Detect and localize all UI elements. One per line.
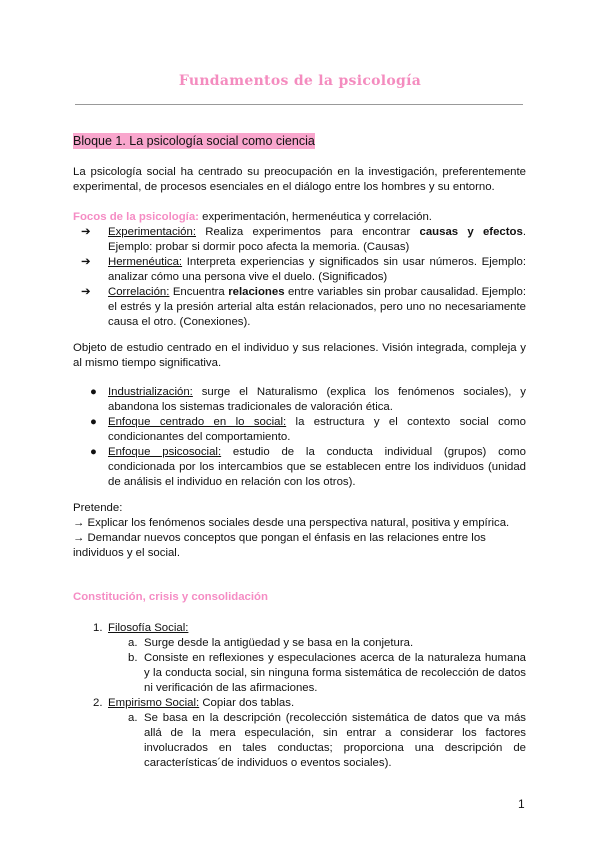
term: Enfoque psicosocial:	[108, 446, 222, 458]
list-item	[73, 285, 526, 330]
bullet-icon: ●	[90, 446, 97, 458]
arrow-icon: ➔	[81, 286, 91, 298]
document-title: Fundamentos de la psicología	[178, 73, 422, 89]
term: Hermenéutica:	[108, 256, 183, 268]
focos-block	[73, 210, 526, 330]
intro-paragraph: La psicología social ha centrado su preocupación en la investigación, preferentemente experimental, de procesos esenciales en el diálogo entre los hombres y su entorno.	[73, 166, 526, 193]
bullet-list	[73, 385, 526, 490]
text: Interpreta experiencias y significados sin usar números. Ejemplo: analizar cómo una persona vive el duelo. (Significados)	[108, 256, 526, 283]
term: Empirismo Social:	[108, 697, 200, 709]
number: 2.	[93, 697, 103, 709]
list-item	[73, 445, 526, 490]
sub-item	[73, 711, 526, 771]
letter: a.	[128, 637, 138, 649]
pretende-label: Pretende:	[73, 502, 123, 514]
pretende-line: → Demandar nuevos conceptos que pongan el énfasis en las relaciones entre los individuos y el social.	[73, 532, 486, 559]
list-item	[73, 255, 526, 285]
focos-label: Focos de la psicología:	[73, 211, 199, 223]
list-item	[73, 415, 526, 445]
text: estudio de la conducta individual (grupos) como condicionada por los intercambios que se establecen entre los individuos (unidad de análisis el individuo en relación con los otros).	[108, 446, 526, 488]
list-item	[73, 225, 526, 255]
letter: b.	[128, 652, 138, 664]
objeto-paragraph: Objeto de estudio centrado en el individuo y sus relaciones. Visión integrada, compleja y al mismo tiempo significativa.	[73, 342, 526, 369]
text: entre variables sin probar causalidad. Ejemplo: el estrés y la presión arterial alta están relacionados, pero uno no necesariamente causa el otro. (Conexiones).	[108, 286, 527, 328]
text: Encuentra	[169, 286, 229, 298]
pretende-line: → Explicar los fenómenos sociales desde una perspectiva natural, positiva y empírica.	[73, 517, 510, 529]
text: Surge desde la antigüedad y se basa en la conjetura.	[144, 637, 414, 649]
bold-text: relaciones	[228, 286, 285, 298]
number: 1.	[93, 622, 103, 634]
list-item	[73, 621, 526, 636]
text: surge el Naturalismo (explica los fenómenos sociales), y abandona los sistemas tradicionales de valoración ética.	[108, 386, 526, 413]
section-heading	[73, 134, 526, 150]
focos-text: experimentación, hermenéutica y correlación.	[198, 211, 432, 223]
list-item	[73, 696, 526, 711]
term: Industrialización:	[108, 386, 193, 398]
bullet-icon: ●	[90, 416, 97, 428]
term: Experimentación:	[108, 226, 197, 238]
term: Enfoque centrado en lo social:	[108, 416, 287, 428]
text: Realiza experimentos para encontrar	[196, 226, 420, 238]
divider	[75, 104, 523, 105]
text: Copiar dos tablas.	[199, 697, 295, 709]
term: Correlación:	[108, 286, 170, 298]
list-item	[73, 385, 526, 415]
arrow-icon: ➔	[81, 256, 91, 268]
arrow-icon: ➔	[81, 226, 91, 238]
numbered-list	[73, 621, 526, 771]
text: . Ejemplo: probar si dormir poco afecta la memoria. (Causas)	[108, 226, 526, 253]
text: la estructura y el contexto social como condicionantes del comportamiento.	[108, 416, 526, 443]
letter: a.	[128, 712, 138, 724]
bold-text: causas y efectos	[419, 226, 523, 238]
bullet-icon: ●	[90, 386, 97, 398]
pretende-block	[73, 501, 526, 561]
section-heading-2: Constitución, crisis y consolidación	[73, 591, 268, 603]
term: Filosofía Social:	[108, 622, 189, 634]
sub-item	[73, 636, 526, 651]
page-number: 1	[518, 797, 525, 811]
sub-item	[73, 651, 526, 696]
text: Consiste en reflexiones y especulaciones acerca de la naturaleza humana y la conducta social, sin ninguna forma sistemática de recolección de datos ni verificación de las afirmaciones.	[144, 652, 526, 694]
heading-text: Bloque 1. La psicología social como ciencia	[73, 134, 315, 148]
text: Se basa en la descripción (recolección sistemática de datos que va más allá de la mera especulación, sin entrar a considerar los factores involucrados en tales conductas; proporciona una descripción de características´de individuos o eventos sociales).	[144, 712, 526, 769]
